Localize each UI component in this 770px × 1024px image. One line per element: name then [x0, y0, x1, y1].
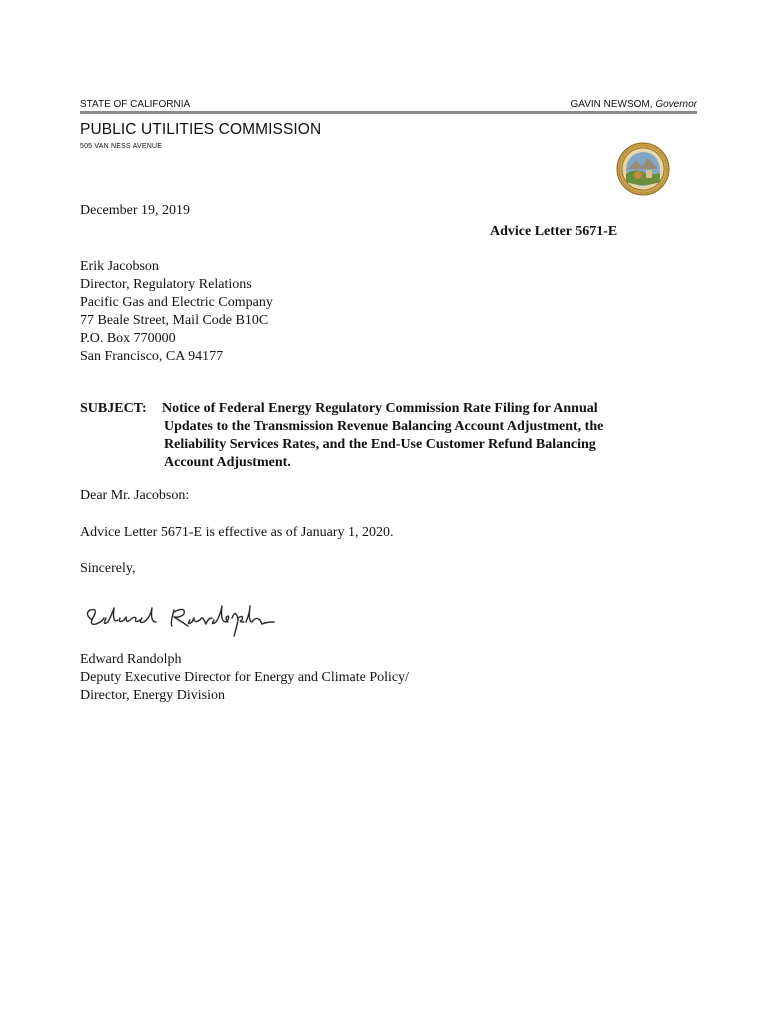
body-paragraph: Advice Letter 5671-E is effective as of January 1, 2020. [80, 525, 394, 540]
governor-line [570, 99, 697, 110]
salutation: Dear Mr. Jacobson: [80, 488, 190, 503]
advice-letter-number: Advice Letter 5671-E [490, 224, 618, 239]
subject-text [164, 400, 684, 472]
addressee-line: Director, Regulatory Relations [80, 277, 252, 292]
agency-address: 505 VAN NESS AVENUE [80, 143, 163, 150]
addressee-block [80, 258, 273, 366]
subject-line: Notice of Federal Energy Regulatory Commission Rate Filing for Annual [162, 401, 598, 416]
subject-line: Account Adjustment. [164, 455, 291, 470]
signer-name: Edward Randolph [80, 652, 182, 667]
addressee-line: Erik Jacobson [80, 259, 159, 274]
handwritten-signature [78, 600, 278, 640]
addressee-line: Pacific Gas and Electric Company [80, 295, 273, 310]
letterhead-rule [80, 111, 697, 114]
agency-name: PUBLIC UTILITIES COMMISSION [80, 121, 322, 138]
addressee-line: 77 Beale Street, Mail Code B10C [80, 313, 269, 328]
signer-division: Director, Energy Division [80, 688, 225, 703]
california-seal-icon [616, 142, 670, 196]
signer-title: Deputy Executive Director for Energy and Climate Policy/ [80, 670, 410, 685]
closing: Sincerely, [80, 561, 136, 576]
subject-line: Updates to the Transmission Revenue Balancing Account Adjustment, the [164, 419, 604, 434]
subject-label: SUBJECT: [80, 401, 147, 416]
state-name: STATE OF CALIFORNIA [80, 99, 191, 110]
signer-block [80, 651, 409, 705]
letter-date: December 19, 2019 [80, 203, 191, 218]
addressee-line: San Francisco, CA 94177 [80, 349, 224, 364]
governor-title: Governor [655, 99, 697, 110]
subject-line: Reliability Services Rates, and the End-Use Customer Refund Balancing [164, 437, 596, 452]
governor-name: GAVIN NEWSOM, [570, 99, 653, 110]
addressee-line: P.O. Box 770000 [80, 331, 176, 346]
